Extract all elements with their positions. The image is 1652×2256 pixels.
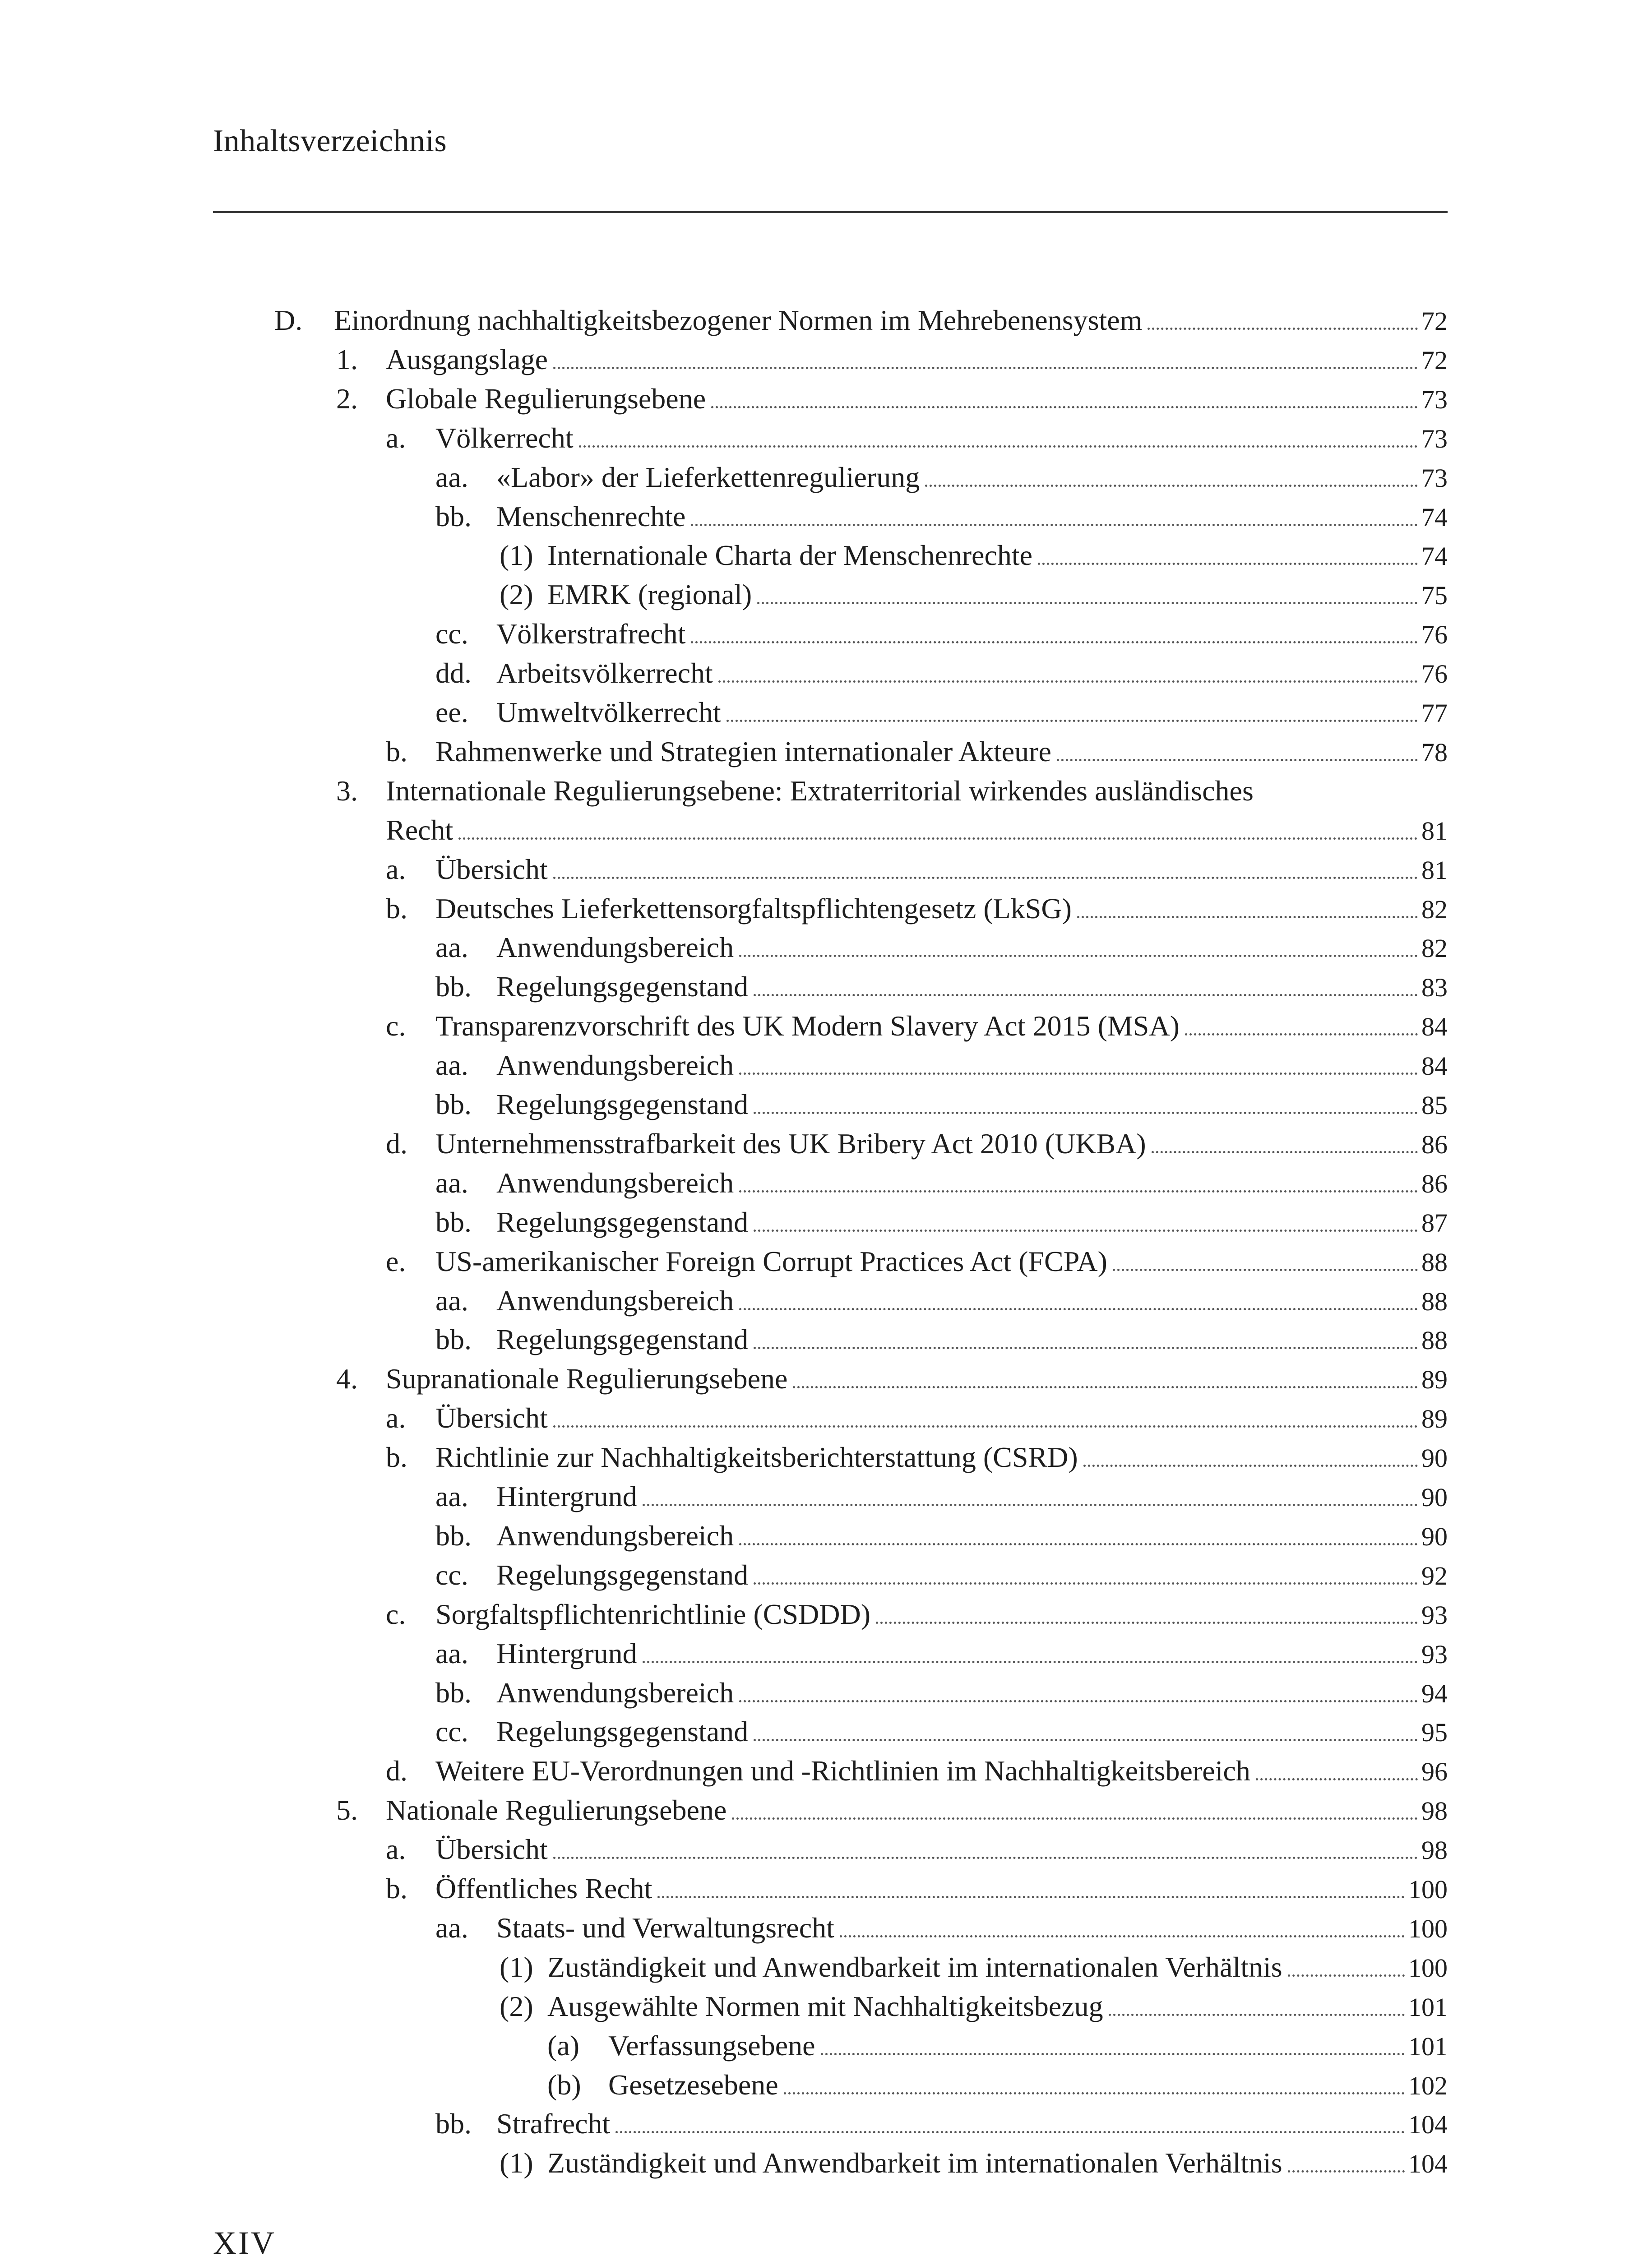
toc-entry-title: Anwendungsbereich — [496, 1519, 734, 1552]
toc-entry-page-number: 83 — [1421, 973, 1448, 1003]
toc-entry-page-number: 87 — [1421, 1208, 1448, 1238]
toc-entry-page-number: 101 — [1408, 2031, 1448, 2061]
dot-leader — [739, 1700, 1418, 1702]
toc-entry-number: b. — [386, 892, 407, 925]
toc-entry-title: Öffentliches Recht — [435, 1872, 652, 1905]
dot-leader — [757, 602, 1418, 604]
toc-entry-page-number: 82 — [1421, 894, 1448, 924]
toc-entry[interactable] — [386, 892, 1448, 925]
toc-entry-number: d. — [386, 1127, 407, 1160]
toc-entry-page-number: 89 — [1421, 1365, 1448, 1395]
toc-entry-number: aa. — [435, 1166, 468, 1199]
toc-entry[interactable] — [386, 1872, 1448, 1905]
toc-entry-number: aa. — [435, 1049, 468, 1082]
toc-entry[interactable] — [435, 696, 1448, 728]
toc-entry[interactable] — [435, 1558, 1448, 1591]
toc-entry-title: Supranationale Regulierungsebene — [386, 1363, 788, 1395]
toc-entry-page-number: 76 — [1421, 659, 1448, 689]
toc-entry-number: aa. — [435, 1284, 468, 1317]
toc-entry-page-number: 96 — [1421, 1757, 1448, 1787]
toc-entry-title: Regelungsgegenstand — [496, 1206, 749, 1238]
toc-entry[interactable] — [435, 971, 1448, 1003]
toc-entry-page-number: 85 — [1421, 1091, 1448, 1120]
dot-leader — [615, 2131, 1405, 2133]
toc-entry[interactable] — [500, 578, 1448, 611]
toc-entry[interactable] — [435, 1676, 1448, 1709]
toc-entry-number: bb. — [435, 1206, 472, 1238]
toc-entry-number: (1) — [500, 539, 533, 572]
dot-leader — [643, 1504, 1418, 1506]
toc-entry-title: Nationale Regulierungsebene — [386, 1794, 727, 1826]
toc-entry-number: b. — [386, 735, 407, 767]
toc-entry-number: bb. — [435, 1519, 472, 1552]
toc-entry-page-number: 81 — [1421, 816, 1448, 846]
toc-entry[interactable] — [386, 1598, 1448, 1630]
toc-entry-number: 3. — [336, 774, 358, 807]
toc-entry-number: a. — [386, 1833, 406, 1866]
toc-entry-page-number: 78 — [1421, 737, 1448, 767]
dot-leader — [732, 1817, 1418, 1820]
toc-entry-title: Anwendungsbereich — [496, 1676, 734, 1709]
toc-entry[interactable] — [435, 1049, 1448, 1082]
toc-entry-page-number: 93 — [1421, 1600, 1448, 1630]
toc-entry-title: Deutsches Lieferkettensorgfaltspflichtengesetz (LkSG) — [435, 892, 1072, 925]
dot-leader — [579, 445, 1418, 448]
toc-entry-page-number: 81 — [1421, 855, 1448, 885]
toc-entry-title: Ausgewählte Normen mit Nachhaltigkeitsbezug — [547, 1990, 1103, 2022]
toc-entry-number: a. — [386, 1402, 406, 1434]
toc-entry-number: bb. — [435, 1323, 472, 1356]
toc-entry[interactable] — [336, 343, 1448, 375]
toc-entry-number: a. — [386, 853, 406, 885]
toc-entry-number: b. — [386, 1872, 407, 1905]
toc-entry-number: 4. — [336, 1363, 358, 1395]
toc-entry[interactable] — [435, 931, 1448, 964]
toc-entry[interactable] — [386, 1245, 1448, 1277]
dot-leader — [1288, 1974, 1405, 1977]
toc-entry[interactable] — [386, 816, 1448, 845]
toc-entry[interactable] — [435, 618, 1448, 650]
toc-entry[interactable] — [435, 1715, 1448, 1748]
toc-entry[interactable] — [386, 1127, 1448, 1160]
toc-entry-page-number: 86 — [1421, 1169, 1448, 1198]
toc-entry-number: a. — [386, 421, 406, 454]
toc-entry[interactable] — [435, 1480, 1448, 1512]
toc-entry-title: Einordnung nachhaltigkeitsbezogener Normen im Mehrebenensystem — [334, 304, 1143, 336]
toc-entry-page-number: 98 — [1421, 1796, 1448, 1826]
dot-leader — [739, 1073, 1418, 1075]
toc-entry[interactable] — [336, 1794, 1448, 1826]
toc-entry-title: Staats- und Verwaltungsrecht — [496, 1911, 834, 1944]
dot-leader — [691, 641, 1418, 643]
toc-entry-title: Regelungsgegenstand — [496, 1088, 749, 1120]
toc-entry-number: aa. — [435, 1637, 468, 1669]
toc-entry-title: Globale Regulierungsebene — [386, 382, 706, 415]
toc-entry-title: Menschenrechte — [496, 500, 686, 532]
toc-entry[interactable] — [500, 1990, 1448, 2022]
toc-entry-title: Hintergrund — [496, 1637, 637, 1669]
toc-entry[interactable] — [500, 1951, 1448, 1983]
toc-entry-title: Verfassungsebene — [608, 2029, 815, 2062]
toc-entry-number: 2. — [336, 382, 358, 415]
toc-entry-number: cc. — [435, 618, 468, 650]
toc-entry-page-number: 84 — [1421, 1012, 1448, 1042]
toc-entry[interactable] — [336, 1363, 1448, 1395]
toc-entry-number: bb. — [435, 2108, 472, 2140]
toc-entry-page-number: 72 — [1421, 345, 1448, 375]
toc-entry-number: aa. — [435, 1480, 468, 1512]
dot-leader — [754, 1230, 1418, 1232]
toc-entry[interactable] — [386, 853, 1448, 885]
toc-entry-number: (2) — [500, 578, 533, 611]
toc-entry[interactable] — [274, 304, 1448, 336]
toc-entry-page-number: 74 — [1421, 541, 1448, 571]
toc-entry-number: bb. — [435, 1088, 472, 1120]
dot-leader — [553, 877, 1418, 879]
toc-entry-page-number: 95 — [1421, 1718, 1448, 1747]
toc-entry[interactable] — [435, 1166, 1448, 1199]
dot-leader — [1256, 1778, 1418, 1780]
dot-leader — [739, 1543, 1418, 1545]
toc-entry-number: (b) — [547, 2068, 581, 2101]
dot-leader — [711, 406, 1418, 408]
toc-entry-page-number: 90 — [1421, 1483, 1448, 1512]
toc-entry-title: Regelungsgegenstand — [496, 971, 749, 1003]
toc-entry[interactable] — [386, 1010, 1448, 1042]
toc-entry-page-number: 92 — [1421, 1561, 1448, 1590]
toc-entry-title: Richtlinie zur Nachhaltigkeitsberichterstattung (CSRD) — [435, 1441, 1078, 1474]
toc-entry-page-number: 90 — [1421, 1521, 1448, 1551]
dot-leader — [727, 720, 1418, 722]
toc-entry-title: Ausgangslage — [386, 343, 548, 375]
toc-entry-title: Zuständigkeit und Anwendbarkeit im internationalen Verhältnis — [547, 1951, 1282, 1983]
dot-leader — [553, 367, 1418, 369]
toc-entry-title: Anwendungsbereich — [496, 1166, 734, 1199]
toc-entry[interactable] — [500, 539, 1448, 572]
dot-leader — [754, 1739, 1418, 1741]
toc-entry-number: dd. — [435, 657, 472, 689]
toc-entry-title: Unternehmensstrafbarkeit des UK Bribery Act 2010 (UKBA) — [435, 1127, 1146, 1160]
dot-leader — [691, 524, 1418, 526]
toc-entry-number: (1) — [500, 1951, 533, 1983]
toc-entry[interactable] — [435, 1911, 1448, 1944]
toc-entry[interactable] — [435, 1206, 1448, 1238]
toc-entry-title: EMRK (regional) — [547, 578, 752, 611]
dot-leader — [458, 837, 1418, 840]
toc-entry-title: Zuständigkeit und Anwendbarkeit im internationalen Verhältnis — [547, 2147, 1282, 2179]
toc-entry[interactable] — [547, 2029, 1448, 2062]
toc-entry-page-number: 102 — [1408, 2071, 1448, 2100]
toc-entry-number: (a) — [547, 2029, 580, 2062]
toc-entry-page-number: 73 — [1421, 384, 1448, 414]
toc-entry-title: Rahmenwerke und Strategien internationaler Akteure — [435, 735, 1051, 767]
toc-entry-page-number: 100 — [1408, 1875, 1448, 1904]
toc-entry[interactable] — [435, 1088, 1448, 1120]
dot-leader — [643, 1661, 1418, 1663]
toc-entry-page-number: 98 — [1421, 1835, 1448, 1865]
dot-leader — [739, 1308, 1418, 1310]
toc-entry-page-number: 104 — [1408, 2110, 1448, 2140]
dot-leader — [793, 1386, 1418, 1388]
toc-entry-page-number: 88 — [1421, 1286, 1448, 1316]
toc-entry-title: Internationale Charta der Menschenrechte — [547, 539, 1033, 572]
toc-entry-title: Gesetzesebene — [608, 2068, 778, 2101]
dot-leader — [1113, 1269, 1418, 1271]
page-folio: XIV — [213, 2225, 276, 2256]
dot-leader — [925, 485, 1418, 487]
toc-entry-number: aa. — [435, 461, 468, 493]
toc-entry-page-number: 72 — [1421, 306, 1448, 336]
toc-entry-title: Regelungsgegenstand — [496, 1715, 749, 1748]
toc-entry-page-number: 89 — [1421, 1404, 1448, 1434]
toc-entry-page-number: 73 — [1421, 424, 1448, 453]
toc-entry[interactable] — [435, 657, 1448, 689]
toc-entry-number: D. — [274, 304, 303, 336]
toc-entry-number: 5. — [336, 1794, 358, 1826]
dot-leader — [754, 1112, 1418, 1114]
toc-entry-title: Übersicht — [435, 1402, 548, 1434]
toc-entry-number: bb. — [435, 971, 472, 1003]
toc-entry-number: cc. — [435, 1558, 468, 1591]
toc-entry-title: «Labor» der Lieferkettenregulierung — [496, 461, 920, 493]
toc-entry-title: Hintergrund — [496, 1480, 637, 1512]
dot-leader — [553, 1857, 1418, 1859]
toc-entry-page-number: 101 — [1408, 1992, 1448, 2022]
toc-entry[interactable] — [336, 382, 1448, 415]
dot-leader — [1288, 2170, 1405, 2173]
toc-entry-page-number: 82 — [1421, 934, 1448, 963]
toc-entry-title: Transparenzvorschrift des UK Modern Slavery Act 2015 (MSA) — [435, 1010, 1180, 1042]
toc-entry-number: c. — [386, 1010, 406, 1042]
toc-entry-title: Anwendungsbereich — [496, 1049, 734, 1082]
toc-entry-title: Recht — [386, 814, 453, 846]
toc-entry[interactable] — [435, 1323, 1448, 1356]
toc-entry-title: Weitere EU-Verordnungen und -Richtlinien im Nachhaltigkeitsbereich — [435, 1755, 1250, 1787]
dot-leader — [1109, 2014, 1405, 2016]
toc-entry-page-number: 100 — [1408, 1953, 1448, 1983]
toc-entry-number: e. — [386, 1245, 406, 1277]
dot-leader — [754, 1347, 1418, 1349]
toc-entry-title: Regelungsgegenstand — [496, 1558, 749, 1591]
toc-entry-title: Übersicht — [435, 1833, 548, 1866]
dot-leader — [739, 1190, 1418, 1193]
toc-entry-page-number: 88 — [1421, 1247, 1448, 1277]
toc-entry-number: aa. — [435, 931, 468, 964]
toc-entry-title: Strafrecht — [496, 2108, 611, 2140]
toc-entry[interactable] — [386, 735, 1448, 767]
toc-entry-page-number: 77 — [1421, 698, 1448, 728]
dot-leader — [1148, 328, 1418, 330]
toc-entry-title: US-amerikanischer Foreign Corrupt Practices Act (FCPA) — [435, 1245, 1107, 1277]
toc-entry-page-number: 88 — [1421, 1326, 1448, 1355]
toc-entry[interactable] — [435, 1519, 1448, 1552]
dot-leader — [657, 1896, 1405, 1898]
toc-entry-page-number: 73 — [1421, 463, 1448, 493]
toc-entry[interactable] — [435, 461, 1448, 493]
toc-entry[interactable] — [435, 2108, 1448, 2140]
toc-entry-title: Regelungsgegenstand — [496, 1323, 749, 1356]
dot-leader — [1185, 1033, 1418, 1036]
toc-entry[interactable] — [386, 1833, 1448, 1866]
toc-entry[interactable] — [547, 2068, 1448, 2101]
toc-entry-number: ee. — [435, 696, 468, 728]
toc-entry-page-number: 76 — [1421, 620, 1448, 650]
dot-leader — [718, 680, 1418, 683]
dot-leader — [1057, 759, 1418, 761]
toc-entry[interactable] — [386, 1755, 1448, 1787]
toc-entry-number: bb. — [435, 1676, 472, 1709]
toc-entry-title: Umweltvölkerrecht — [496, 696, 721, 728]
toc-entry-page-number: 86 — [1421, 1129, 1448, 1159]
toc-entry-title: Völkerstrafrecht — [496, 618, 686, 650]
toc-entry-number: c. — [386, 1598, 406, 1630]
toc-entry-number: b. — [386, 1441, 407, 1474]
dot-leader — [754, 994, 1418, 996]
toc-entry-title: Völkerrecht — [435, 421, 574, 454]
dot-leader — [821, 2053, 1405, 2055]
dot-leader — [876, 1622, 1418, 1624]
toc-entry-number: (2) — [500, 1990, 533, 2022]
toc-entry-page-number: 94 — [1421, 1678, 1448, 1708]
dot-leader — [553, 1425, 1418, 1428]
toc-entry-page-number: 90 — [1421, 1443, 1448, 1473]
toc-entry[interactable] — [386, 1402, 1448, 1434]
toc-entry[interactable] — [500, 2147, 1448, 2179]
dot-leader — [739, 955, 1418, 957]
running-head: Inhaltsverzeichnis — [213, 124, 447, 158]
toc-entry-page-number: 74 — [1421, 502, 1448, 532]
toc-entry-page-number: 93 — [1421, 1639, 1448, 1669]
toc-entry-page-number: 104 — [1408, 2149, 1448, 2179]
toc-entry-title: Anwendungsbereich — [496, 931, 734, 964]
toc-entry[interactable] — [435, 1284, 1448, 1317]
toc-entry-number: aa. — [435, 1911, 468, 1944]
dot-leader — [784, 2092, 1405, 2094]
toc-entry-number: cc. — [435, 1715, 468, 1748]
toc-entry-page-number: 75 — [1421, 581, 1448, 610]
toc-entry-number: bb. — [435, 500, 472, 532]
dot-leader — [1083, 1465, 1418, 1467]
toc-entry-number: (1) — [500, 2147, 533, 2179]
toc-entry[interactable] — [435, 500, 1448, 532]
toc-entry[interactable] — [386, 1441, 1448, 1474]
toc-entry-number: d. — [386, 1755, 407, 1787]
dot-leader — [754, 1582, 1418, 1585]
dot-leader — [840, 1935, 1405, 1937]
toc-entry-page-number: 100 — [1408, 1914, 1448, 1943]
toc-entry[interactable] — [386, 421, 1448, 454]
dot-leader — [1077, 916, 1418, 918]
toc-entry-title: Übersicht — [435, 853, 548, 885]
toc-entry-title: Sorgfaltspflichtenrichtlinie (CSDDD) — [435, 1598, 870, 1630]
dot-leader — [1038, 563, 1418, 565]
toc-entry-title-line: Internationale Regulierungsebene: Extraterritorial wirkendes ausländisches — [386, 774, 1254, 807]
toc-entry-number: 1. — [336, 343, 358, 375]
toc-entry[interactable] — [435, 1637, 1448, 1669]
dot-leader — [1152, 1151, 1418, 1153]
toc-entry-page-number: 84 — [1421, 1051, 1448, 1081]
toc-entry-title: Arbeitsvölkerrecht — [496, 657, 713, 689]
toc-entry-title: Anwendungsbereich — [496, 1284, 734, 1317]
